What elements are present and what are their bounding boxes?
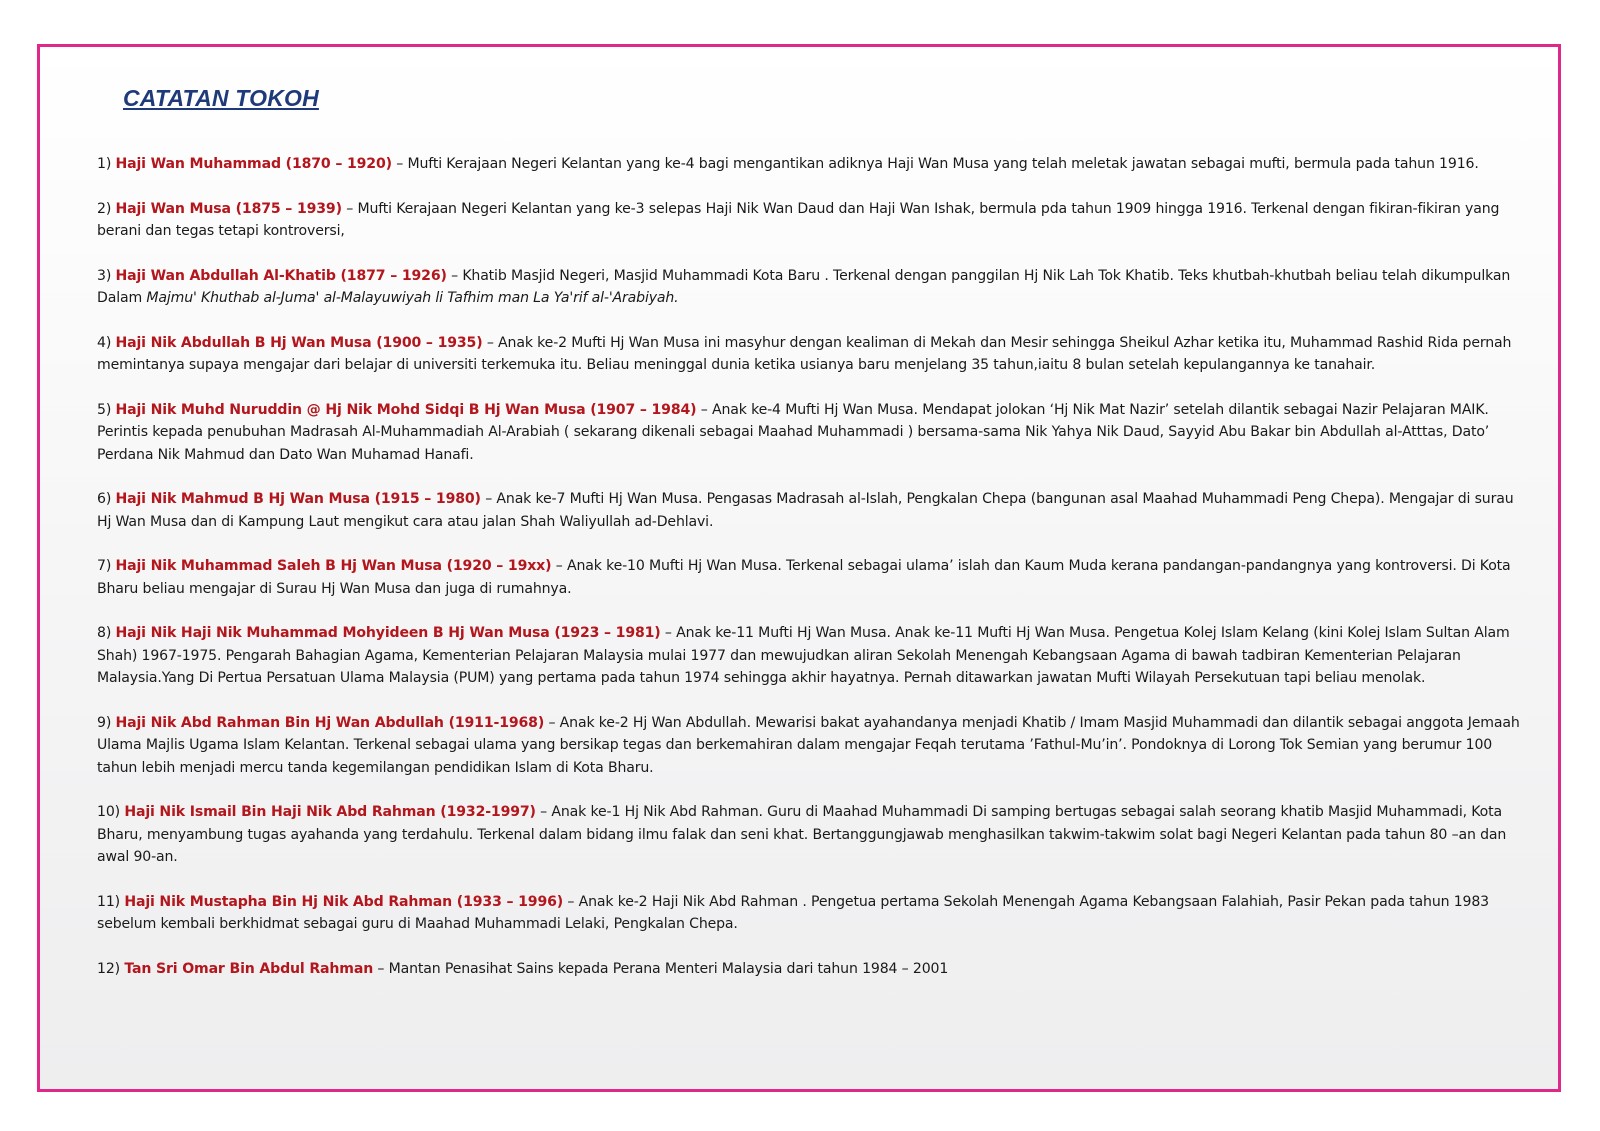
list-item (97, 488, 1522, 533)
list-item (97, 198, 1522, 243)
list-item (97, 332, 1522, 377)
list-item (97, 891, 1522, 936)
entry-name: Haji Nik Muhammad Saleh B Hj Wan Musa (1920 – 19xx) (115, 558, 552, 574)
entry-name: Haji Nik Ismail Bin Haji Nik Abd Rahman (1932-1997) (124, 804, 536, 820)
list-item (97, 153, 1522, 176)
entry-number: 5) (97, 401, 116, 418)
entry-description: – Mantan Penasihat Sains kepada Perana Menteri Malaysia dari tahun 1984 – 2001 (373, 960, 949, 977)
entry-number: 1) (97, 156, 116, 172)
list-item (97, 265, 1522, 310)
list-item (97, 958, 1522, 981)
entry-number: 11) (97, 893, 125, 910)
entry-name: Haji Wan Muhammad (1870 – 1920) (115, 156, 392, 172)
list-item (97, 801, 1522, 869)
entry-list (97, 153, 1522, 1002)
list-item (97, 555, 1522, 600)
entry-name: Haji Wan Musa (1875 – 1939) (115, 200, 342, 217)
entry-name: Haji Nik Abd Rahman Bin Hj Wan Abdullah (1911-1968) (115, 714, 545, 731)
list-item (97, 399, 1522, 467)
entry-description: – Anak ke-2 Mufti Hj Wan Musa ini masyhur dengan kealiman di Mekah dan Mesir sehingga Sheikul Azhar ketika itu, Muhammad Rashid Rida pernah memintanya supaya mengajar dari belajar di universiti terkemuka itu. Beliau meninggal dunia ketika usianya baru menjelang 35 tahun,iaitu 8 bulan setelah kepulangannya ke tanahair. (97, 334, 1512, 373)
entry-name: Haji Nik Mustapha Bin Hj Nik Abd Rahman (1933 – 1996) (124, 893, 564, 910)
entry-name: Haji Nik Muhd Nuruddin @ Hj Nik Mohd Sidqi B Hj Wan Musa (1907 – 1984) (115, 401, 697, 418)
entry-name: Tan Sri Omar Bin Abdul Rahman (124, 960, 374, 977)
entry-description: – Anak ke-4 Mufti Hj Wan Musa. Mendapat jolokan ‘Hj Nik Mat Nazir’ setelah dilantik sebagai Nazir Pelajaran MAIK. Perintis kepada penubuhan Madrasah Al-Muhammadiah Al-Arabiah ( sekarang dikenali sebagai Maahad Muhammadi ) bersama-sama Nik Yahya Nik Daud, Sayyid Abu Bakar bin Abdullah al-Atttas, Dato’ Perdana Nik Mahmud dan Dato Wan Muhamad Hanafi. (97, 401, 1490, 463)
page-title: CATATAN TOKOH (123, 85, 319, 111)
entry-number: 10) (97, 804, 125, 820)
list-item (97, 622, 1522, 690)
entry-description: – Mufti Kerajaan Negeri Kelantan yang ke-4 bagi mengantikan adiknya Haji Wan Musa yang telah meletak jawatan sebagai mufti, bermula pada tahun 1916. (391, 156, 1479, 172)
entry-number: 4) (97, 334, 116, 351)
page-frame (37, 44, 1561, 1092)
entry-description: – Anak ke-2 Haji Nik Abd Rahman . Pengetua pertama Sekolah Menengah Agama Kebangsaan Falahiah, Pasir Pekan pada tahun 1983 sebelum kembali berkhidmat sebagai guru di Maahad Muhammadi Lelaki, Pengkalan Chepa. (97, 893, 1489, 932)
entry-number: 9) (97, 714, 116, 731)
entry-description: – Khatib Masjid Negeri, Masjid Muhammadi Kota Baru . Terkenal dengan panggilan Hj Nik Lah Tok Khatib. Teks khutbah-khutbah beliau telah dikumpulkan Dalam (97, 267, 1511, 306)
entry-number: 3) (97, 267, 116, 284)
entry-number: 12) (97, 960, 125, 977)
entry-name: Haji Wan Abdullah Al-Khatib (1877 – 1926) (115, 267, 447, 284)
entry-book-title: Majmu' Khuthab al-Juma' al-Malayuwiyah li Tafhim man La Ya'rif al-'Arabiyah. (146, 290, 679, 306)
entry-description: – Anak ke-2 Hj Wan Abdullah. Mewarisi bakat ayahandanya menjadi Khatib / Imam Masjid Muhammadi dan dilantik sebagai anggota Jemaah Ulama Majlis Ugama Islam Kelantan. Terkenal sebagai ulama yang bersikap tegas dan berkemahiran dalam mengajar Feqah terutama ’Fathul-Mu’in’. Pondoknya di Lorong Tok Semian yang berumur 100 tahun lebih menjadi mercu tanda kegemilangan pendidikan Islam di Kota Bharu. (97, 714, 1520, 776)
entry-description: – Anak ke-7 Mufti Hj Wan Musa. Pengasas Madrasah al-Islah, Pengkalan Chepa (bangunan asal Maahad Muhammadi Peng Chepa). Mengajar di surau Hj Wan Musa dan di Kampung Laut mengikut cara atau jalan Shah Waliyullah ad-Dehlavi. (97, 491, 1514, 530)
entry-number: 6) (97, 491, 116, 507)
entry-description: – Anak ke-11 Mufti Hj Wan Musa. Anak ke-11 Mufti Hj Wan Musa. Pengetua Kolej Islam Kelang (kini Kolej Islam Sultan Alam Shah) 1967-1975. Pengarah Bahagian Agama, Kementerian Pelajaran Malaysia mulai 1977 dan mewujudkan aliran Sekolah Menengah Kebangsaan Agama di bawah tadbiran Kementerian Pelajaran Malaysia.Yang Di Pertua Persatuan Ulama Malaysia (PUM) yang pertama pada tahun 1974 sehingga akhir hayatnya. Pernah ditawarkan jawatan Mufti Wilayah Persekutuan tapi beliau menolak. (97, 625, 1510, 686)
entry-name: Haji Nik Mahmud B Hj Wan Musa (1915 – 1980) (115, 491, 481, 507)
entry-description: – Mufti Kerajaan Negeri Kelantan yang ke-3 selepas Haji Nik Wan Daud dan Haji Wan Ishak, bermula pda tahun 1909 hingga 1916. Terkenal dengan fikiran-fikiran yang berani dan tegas tetapi kontroversi, (97, 200, 1500, 239)
entry-number: 2) (97, 200, 116, 217)
entry-description: – Anak ke-10 Mufti Hj Wan Musa. Terkenal sebagai ulama’ islah dan Kaum Muda kerana pandangan-pandangnya yang kontroversi. Di Kota Bharu beliau mengajar di Surau Hj Wan Musa dan juga di rumahnya. (97, 558, 1511, 597)
entry-name: Haji Nik Abdullah B Hj Wan Musa (1900 – 1935) (115, 334, 483, 351)
list-item (97, 712, 1522, 780)
entry-number: 7) (97, 558, 116, 574)
entry-number: 8) (97, 625, 116, 641)
entry-name: Haji Nik Haji Nik Muhammad Mohyideen B Hj Wan Musa (1923 – 1981) (115, 625, 661, 641)
entry-description: – Anak ke-1 Hj Nik Abd Rahman. Guru di Maahad Muhammadi Di samping bertugas sebagai salah seorang khatib Masjid Muhammadi, Kota Bharu, menyambung tugas ayahanda yang terdahulu. Terkenal dalam bidang ilmu falak dan seni khat. Bertanggungjawab menghasilkan takwim-takwim solat bagi Negeri Kelantan pada tahun 80 –an dan awal 90-an. (97, 804, 1507, 865)
